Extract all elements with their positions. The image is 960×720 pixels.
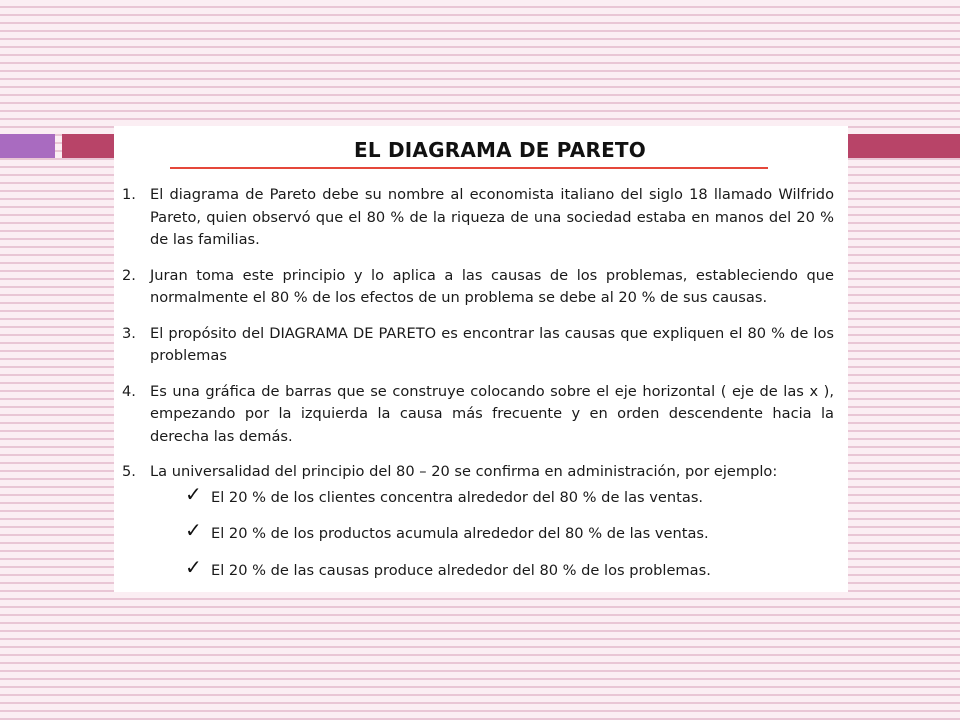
example-item-1 bbox=[185, 481, 834, 509]
title-underline bbox=[170, 167, 768, 169]
check-icon: ✓ bbox=[185, 518, 202, 542]
numbered-list bbox=[122, 184, 834, 596]
list-item-1 bbox=[122, 184, 834, 252]
item-number: 2. bbox=[122, 266, 136, 284]
example-text: El 20 % de las causas produce alrededor del 80 % de los problemas. bbox=[211, 561, 711, 579]
item-number: 3. bbox=[122, 324, 136, 342]
item-text: El propósito del DIAGRAMA DE PARETO es encontrar las causas que expliquen el 80 % de los problemas bbox=[150, 324, 834, 364]
item-number: 5. bbox=[122, 463, 136, 480]
item-text: La universalidad del principio del 80 – 20 se confirma en administración, por ejemplo: bbox=[150, 463, 778, 480]
list-item-5 bbox=[122, 461, 834, 582]
example-text: El 20 % de los productos acumula alrededor del 80 % de las ventas. bbox=[211, 525, 709, 542]
check-icon: ✓ bbox=[185, 481, 202, 506]
list-item-3 bbox=[122, 323, 834, 368]
list-item-2 bbox=[122, 265, 834, 310]
item-text: Es una gráfica de barras que se construye colocando sobre el eje horizontal ( eje de las x ), empezando por la izquierda la causa más frecuente y en orden descendente hacia la derecha las demás. bbox=[150, 382, 834, 445]
check-icon: ✓ bbox=[185, 554, 202, 579]
document-title: EL DIAGRAMA DE PARETO bbox=[354, 138, 646, 162]
example-item-3 bbox=[185, 554, 834, 582]
item-text: El diagrama de Pareto debe su nombre al economista italiano del siglo 18 llamado Wilfrido Pareto, quien observó que el 80 % de la riqueza de una sociedad estaba en manos del 20 % de las familias. bbox=[150, 186, 834, 248]
example-item-2 bbox=[185, 518, 834, 545]
accent-bar-left-red bbox=[62, 134, 114, 158]
item-text: Juran toma este principio y lo aplica a las causas de los problemas, estableciendo que normalmente el 80 % de los efectos de un problema se debe al 20 % de sus causas. bbox=[150, 266, 834, 306]
example-list bbox=[150, 481, 834, 582]
accent-bar-right-red bbox=[848, 134, 960, 158]
item-number: 4. bbox=[122, 382, 136, 400]
list-item-4 bbox=[122, 381, 834, 449]
item-number: 1. bbox=[122, 186, 136, 203]
example-text: El 20 % de los clientes concentra alrededor del 80 % de las ventas. bbox=[211, 488, 704, 506]
document-panel bbox=[114, 126, 848, 592]
accent-bar-left-purple bbox=[0, 134, 55, 158]
